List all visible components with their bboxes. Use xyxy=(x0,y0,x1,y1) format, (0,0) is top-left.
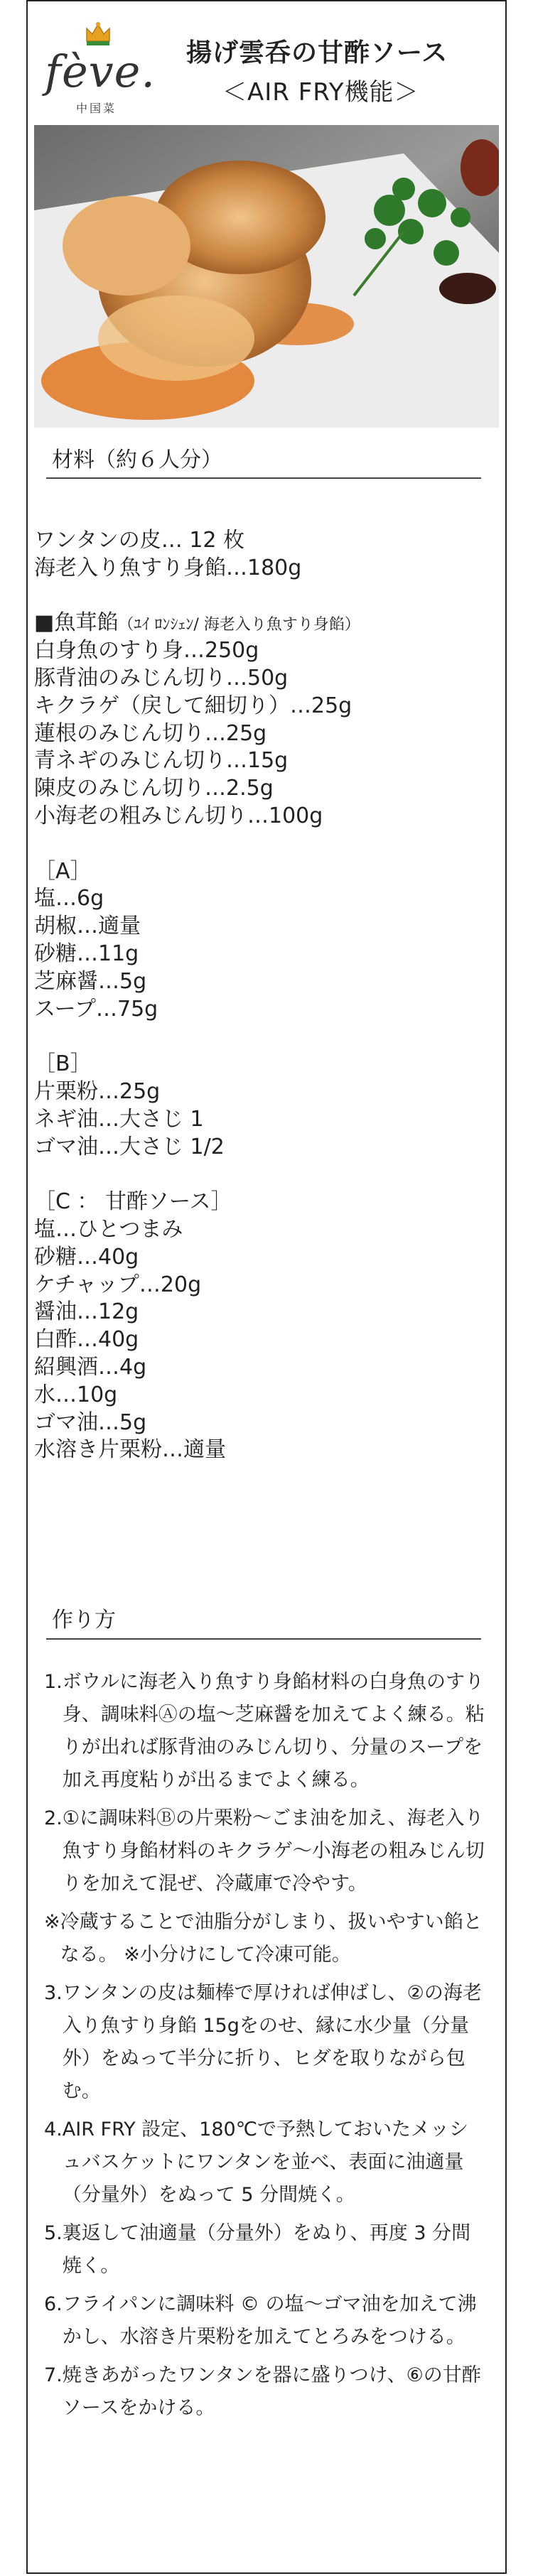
ingredient-line: 塩…ひとつまみ xyxy=(34,1216,183,1242)
ingredient-line: ゴマ油…5g xyxy=(34,1409,147,1435)
ingredient-line: 白身魚のすり身…250g xyxy=(34,638,259,664)
method-step xyxy=(44,1802,485,1900)
ingredient-line: 胡椒…適量 xyxy=(34,914,141,939)
step-number: 6. xyxy=(44,2293,63,2315)
logo-wordmark: fève. xyxy=(45,45,156,97)
step-text: フライパンに調味料 © の塩～ゴマ油を加えて沸かし、水溶き片栗粉を加えてとろみをつける。 xyxy=(62,2293,477,2348)
ingredient-list xyxy=(34,527,489,1464)
ingredient-line: 小海老の粗みじん切り…100g xyxy=(34,803,323,828)
ingredient-line: ［B］ xyxy=(34,1051,92,1077)
ingredient-line: スープ…75g xyxy=(34,996,158,1022)
dish-photo xyxy=(34,125,499,428)
step-text: 焼きあがったワンタンを器に盛りつけ、⑥の甘酢ソースをかける。 xyxy=(62,2364,481,2419)
method-step xyxy=(44,2217,485,2283)
step-number: 5. xyxy=(44,2222,63,2244)
ingredient-line: ゴマ油…大さじ 1/2 xyxy=(34,1134,225,1159)
method-step xyxy=(44,2114,485,2212)
logo-subtitle: 中国菜 xyxy=(76,102,117,115)
ingredient-line xyxy=(34,1161,489,1189)
step-text: ワンタンの皮は麺棒で厚ければ伸ばし、②の海老入り魚すり身餡 15gをのせ、縁に水少量（分量外）をぬって半分に折り、ヒダを取りながら包む。 xyxy=(62,1982,482,2102)
ingredient-line: 海老入り魚すり身餡…180g xyxy=(34,555,302,580)
recipe-subtitle: ＜AIR FRY機能＞ xyxy=(222,78,419,107)
ingredient-line xyxy=(34,830,489,858)
ingredient-group-note: （ﾕｲ ﾛﾝｼｪﾝ/ 海老入り魚すり身餡） xyxy=(118,616,360,634)
step-text: 裏返して油適量（分量外）をぬり、再度 3 分間焼く。 xyxy=(62,2222,471,2277)
step-text: ①に調味料Ⓑの片栗粉～ごま油を加え、海老入り魚すり身餡材料のキクラゲ～小海老の粗みじん切りを加えて混ぜ、冷蔵庫で冷やす。 xyxy=(62,1807,485,1895)
method-step xyxy=(44,1977,485,2108)
ingredient-line: 青ネギのみじん切り…15g xyxy=(34,748,289,774)
method-heading: 作り方 xyxy=(52,1608,116,1633)
step-number: 4. xyxy=(44,2118,63,2141)
ingredient-line: 砂糖…11g xyxy=(34,941,139,966)
ingredients-divider xyxy=(46,477,481,479)
method-step xyxy=(44,1666,485,1797)
brand-logo xyxy=(39,20,156,115)
ingredient-line: 豚背油のみじん切り…50g xyxy=(34,665,289,691)
ingredient-line: 蓮根のみじん切り…25g xyxy=(34,720,267,746)
method-step xyxy=(44,2359,485,2425)
ingredient-line: ワンタンの皮… 12 枚 xyxy=(34,528,245,553)
crown-icon xyxy=(84,20,112,48)
ingredient-line xyxy=(34,1023,489,1051)
ingredient-line: 紹興酒…4g xyxy=(34,1354,147,1380)
header xyxy=(26,0,507,121)
ingredient-line xyxy=(34,583,489,610)
ingredient-line: ［C ： 甘酢ソース］ xyxy=(34,1189,232,1215)
step-text: AIR FRY 設定、180℃で予熱しておいたメッシュバスケットにワンタンを並べ、表面に油適量（分量外）をぬって 5 分間焼く。 xyxy=(62,2118,469,2206)
note-text: 冷蔵することで油脂分がしまり、扱いやすい餡となる。 ※小分けにして冷凍可能。 xyxy=(60,1911,483,1966)
recipe-title: 揚げ雲呑の甘酢ソース xyxy=(186,38,448,67)
ingredient-line: ケチャップ…20g xyxy=(34,1272,202,1297)
ingredient-line: 陳皮のみじん切り…2.5g xyxy=(34,776,274,801)
ingredient-line: 芝麻醤…5g xyxy=(34,968,147,994)
step-text: ボウルに海老入り魚すり身餡材料の白身魚のすり身、調味料Ⓐの塩～芝麻醤を加えてよく練る。粘りが出れば豚背油のみじん切り、分量のスープを加え再度粘りが出るまでよく練る。 xyxy=(62,1671,485,1791)
step-number: 1. xyxy=(44,1671,63,1693)
ingredient-line: 塩…6g xyxy=(34,886,104,911)
ingredients-heading: 材料（約６人分） xyxy=(52,448,222,472)
note-marker: ※ xyxy=(44,1911,60,1933)
ingredient-line: ［A］ xyxy=(34,858,92,884)
method-steps xyxy=(44,1666,485,2430)
ingredient-line: 片栗粉…25g xyxy=(34,1078,161,1104)
ingredient-group-title: ■魚茸餡（ﾕｲ ﾛﾝｼｪﾝ/ 海老入り魚すり身餡） xyxy=(34,610,360,636)
ingredient-line: 水溶き片栗粉…適量 xyxy=(34,1437,226,1463)
method-divider xyxy=(46,1638,481,1640)
ingredient-line: 白酢…40g xyxy=(34,1327,139,1353)
ingredient-line: 水…10g xyxy=(34,1382,118,1407)
method-step xyxy=(44,2288,485,2354)
step-number: 3. xyxy=(44,1982,63,2004)
ingredient-line: 醤油…12g xyxy=(34,1299,139,1325)
step-number: 7. xyxy=(44,2364,63,2386)
ingredient-line: キクラゲ（戻して細切り）…25g xyxy=(34,693,352,718)
ingredient-line: 砂糖…40g xyxy=(34,1244,139,1270)
step-number: 2. xyxy=(44,1807,63,1829)
ingredient-line: ネギ油…大さじ 1 xyxy=(34,1106,204,1132)
method-note xyxy=(44,1906,485,1971)
